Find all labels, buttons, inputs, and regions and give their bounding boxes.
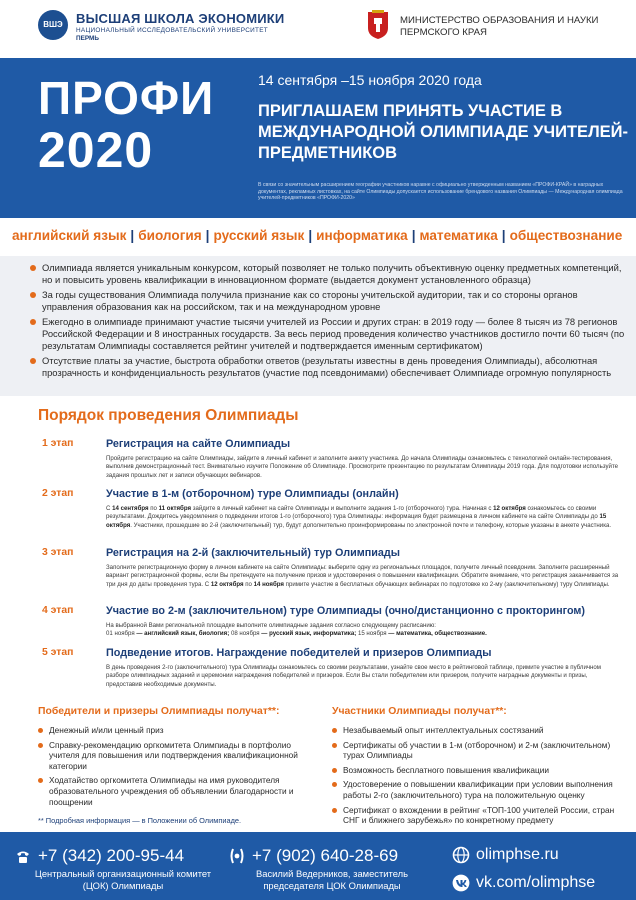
subject-separator: | <box>205 228 210 243</box>
perm-emblem-icon <box>366 10 390 40</box>
phone-2-caption: Василий Ведерников, заместитель председателя ЦОК Олимпиады <box>256 868 408 891</box>
body-text: На выбранной Вами региональной площадке выполните олимпиадные задания согласно следующему расписанию: <box>106 622 437 629</box>
top-header <box>0 0 636 58</box>
phone-1-number: +7 (342) 200-95-44 <box>38 846 185 865</box>
body-text: 01 ноября <box>106 630 135 638</box>
invite-heading: ПРИГЛАШАЕМ ПРИНЯТЬ УЧАСТИЕ В МЕЖДУНАРОДНОЙ ОЛИМПИАДЕ УЧИТЕЛЕЙ-ПРЕДМЕТНИКОВ <box>258 102 629 162</box>
list-item: Сертификаты об участии в 1-м (отборочном) и 2-м (заключительном) турах Олимпиады <box>332 740 622 761</box>
vk-icon <box>452 874 470 892</box>
stage-heading: Участие во 2-м (заключительном) туре Олимпиады (очно/дистанционно с прокторингом) <box>106 605 586 617</box>
mobile-phone-icon <box>228 847 246 865</box>
body-text: 08 ноября <box>230 630 260 638</box>
subjects-list <box>12 228 626 243</box>
info-list <box>30 262 626 382</box>
hse-branding <box>76 11 316 42</box>
body-text: по <box>243 580 254 588</box>
subject-separator: | <box>501 228 506 243</box>
body-text: по <box>148 505 159 512</box>
subject-item: английский язык <box>12 228 127 243</box>
subject-item: информатика <box>316 228 408 243</box>
phone-2[interactable] <box>228 846 398 866</box>
list-item: Незабываемый опыт интеллектуальных состязаний <box>332 725 622 736</box>
info-item: За годы существования Олимпиада получила признание как со стороны учительской аудитории, так и со стороны органов управления образования как на российском, так и на международном уровне <box>30 289 626 314</box>
highlight-date: 11 октября <box>158 505 192 512</box>
phone-1[interactable] <box>14 846 184 866</box>
hse-name: ВЫСШАЯ ШКОЛА ЭКОНОМИКИ <box>76 11 285 26</box>
subject-item: русский язык <box>213 228 305 243</box>
stages-title: Порядок проведения Олимпиады <box>38 407 299 424</box>
hse-subtitle: НАЦИОНАЛЬНЫЙ ИССЛЕДОВАТЕЛЬСКИЙ УНИВЕРСИТЕТ <box>76 27 268 34</box>
event-dates: 14 сентября –15 ноября 2020 года <box>258 72 482 88</box>
list-item: Возможность бесплатного повышения квалификации <box>332 765 622 776</box>
highlight-date: — математика, обществознание. <box>386 630 487 638</box>
list-item: Денежный и/или ценный приз <box>38 725 300 736</box>
subject-item: обществознание <box>509 228 623 243</box>
subject-separator: | <box>411 228 416 243</box>
stage-heading: Регистрация на сайте Олимпиады <box>106 438 291 450</box>
body-text: . Участники, прошедшие во 2-й (заключительный) тур, будут дополнительно проинформированы по электронной почте и телефону, которые указаны в анкете участника. <box>130 521 612 529</box>
list-item: Удостоверение о повышении квалификации при условии выполнения работы 2-го (заключительного) тура на положительную оценку <box>332 779 622 800</box>
info-item: Отсутствие платы за участие, быстрота обработки ответов (результаты известны в день проведения Олимпиады), абсолютная прозрачность и конфиденциальность результатов (участие под псевдонимами) обеспечивает Олимпиаде огромную популярность <box>30 355 626 380</box>
stage-heading: Регистрация на 2-й (заключительный) тур Олимпиады <box>106 547 400 559</box>
stage-body <box>106 564 620 589</box>
banner-fineprint: В связи со значительным расширением географии участников наравне с официально утвержденным названием «ПРОФИ-КРАЙ» в наградных документах, рекламных листовках, на сайте Олимпиады допускается использование брендового названия Олимпиады — Международная олимпиада учителей-предметников «ПРОФИ-2020» <box>258 182 623 202</box>
highlight-date: 14 ноября <box>253 580 284 588</box>
hse-logo: ВШЭ <box>38 10 68 40</box>
highlight-date: 12 октября <box>210 580 244 588</box>
subject-item: биология <box>138 228 202 243</box>
winners-section <box>38 706 300 811</box>
body-text: 15 ноября <box>357 630 387 638</box>
event-title: ПРОФИ <box>38 72 215 124</box>
participants-list <box>332 725 622 826</box>
stage-body: Пройдите регистрацию на сайте Олимпиады, зайдите в личный кабинет и заполните анкету участника. До начала Олимпиады ознакомьтесь с технологией онлайн-тестирования, выполнив демонстрационный тест. Внимательно изучите Положение об Олимпиаде. Просмотрите презентацию по результатам Олимпиады 2019 года. Для подготовки используйте задания прошлых лет и записи обучающих вебинаров. <box>106 455 619 479</box>
body-text: ознакомьтесь со своими результатами. Дождитесь уведомления о подведении итогов 1-го (отборочного) тура Олимпиады: информация будет размещена в личном кабинете на сайте Олимпиады до <box>106 505 600 521</box>
footnote: ** Подробная информация — в Положении об Олимпиаде. <box>38 816 242 825</box>
event-year: 2020 <box>38 122 154 178</box>
info-item: Олимпиада является уникальным конкурсом, который позволяет не только получить объективную оценку предметных компетенций, но и повысить уровень квалификации в инновационном формате (выдается документ установленного образца) <box>30 262 626 287</box>
stage-number: 2 этап <box>42 488 74 499</box>
subject-separator: | <box>130 228 135 243</box>
highlight-date: 15 октября <box>106 513 607 529</box>
participants-section <box>332 706 622 830</box>
vk-text: vk.com/olimphse <box>476 874 596 891</box>
stage-body <box>106 505 620 530</box>
phone-1-caption: Центральный организационный комитет (ЦОК) Олимпиады <box>34 868 212 891</box>
hse-city: ПЕРМЬ <box>76 35 99 42</box>
globe-icon <box>452 846 470 864</box>
stage-number: 4 этап <box>42 605 74 616</box>
vk-link[interactable] <box>452 874 595 892</box>
body-text: зайдите в личный кабинет на сайте Олимпиады и выполните задания 1-го (отборочного) тура. Начиная с <box>191 505 494 512</box>
body-text: примите участие в бесплатных обучающих вебинарах по подготовке ко 2-му (заключительному) туру Олимпиады. <box>283 580 610 588</box>
website-link[interactable] <box>452 846 559 864</box>
stage-heading: Подведение итогов. Награждение победителей и призеров Олимпиады <box>106 647 492 659</box>
website-text: olimphse.ru <box>476 846 559 863</box>
subject-item: математика <box>419 228 498 243</box>
body-text: Заполните регистрационную форму в личном кабинете на сайте Олимпиады: выберите одну из региональных площадок, получите личный псевдоним. Заполните расширенный вариант регистрационной формы, если Вы претендуете на получение призов и удостоверения о повышении квалификации. Обратите внимание, что регистрация заканчивается за три дня до даты проведения тура. С <box>106 564 619 588</box>
info-item: Ежегодно в олимпиаде принимают участие тысячи учителей из России и других стран: в 2019 году — более 8 тысяч из 78 регионов Российской Федерации и 8 иностранных государств. За весь период проведения количество участников достигло почти 60 тысяч (по результатам Олимпиады составляется рейтинг учителей и подтверждается именным сертификатом) <box>30 316 626 353</box>
highlight-date: 12 октября <box>493 505 526 512</box>
body-text: С <box>106 505 113 512</box>
stage-number: 1 этап <box>42 438 74 449</box>
highlight-date: — английский язык, биология; <box>134 630 231 638</box>
subject-separator: | <box>308 228 313 243</box>
stage-number: 3 этап <box>42 547 74 558</box>
highlight-date: — русский язык, информатика; <box>259 630 358 638</box>
stage-heading: Участие в 1-м (отборочном) туре Олимпиады (онлайн) <box>106 488 399 500</box>
stage-body <box>106 622 620 639</box>
highlight-date: 14 сентября <box>112 505 149 512</box>
list-item: Справку-рекомендацию оргкомитета Олимпиады в портфолио учителя для повышения или подтверждения квалификационной категории <box>38 740 300 772</box>
participants-title: Участники Олимпиады получат**: <box>332 706 507 717</box>
phone-icon <box>14 847 32 865</box>
ministry-name: МИНИСТЕРСТВО ОБРАЗОВАНИЯ И НАУКИ ПЕРМСКОГО КРАЯ <box>400 15 599 38</box>
list-item: Сертификат о вхождении в рейтинг «ТОП-100 учителей России, стран СНГ и ближнего зарубежья» по конкретному предмету <box>332 805 622 826</box>
phone-2-number: +7 (902) 640-28-69 <box>252 846 399 865</box>
stage-number: 5 этап <box>42 647 74 658</box>
winners-list <box>38 725 300 807</box>
winners-title: Победители и призеры Олимпиады получат**: <box>38 706 280 717</box>
list-item: Ходатайство оргкомитета Олимпиады на имя руководителя образовательного учреждения об объявлении благодарности и поощрении <box>38 775 300 807</box>
stage-body: В день проведения 2-го (заключительного) тура Олимпиады ознакомьтесь со своими результатами, узнайте свое место в рейтинговой таблице, примите участие в публичном разборе олимпиадных заданий и церемонии награждения победителей и призеров. Если Вы стали победителем или призером, получите наградные документы и призы, предоставив необходимые документы. <box>106 664 601 688</box>
